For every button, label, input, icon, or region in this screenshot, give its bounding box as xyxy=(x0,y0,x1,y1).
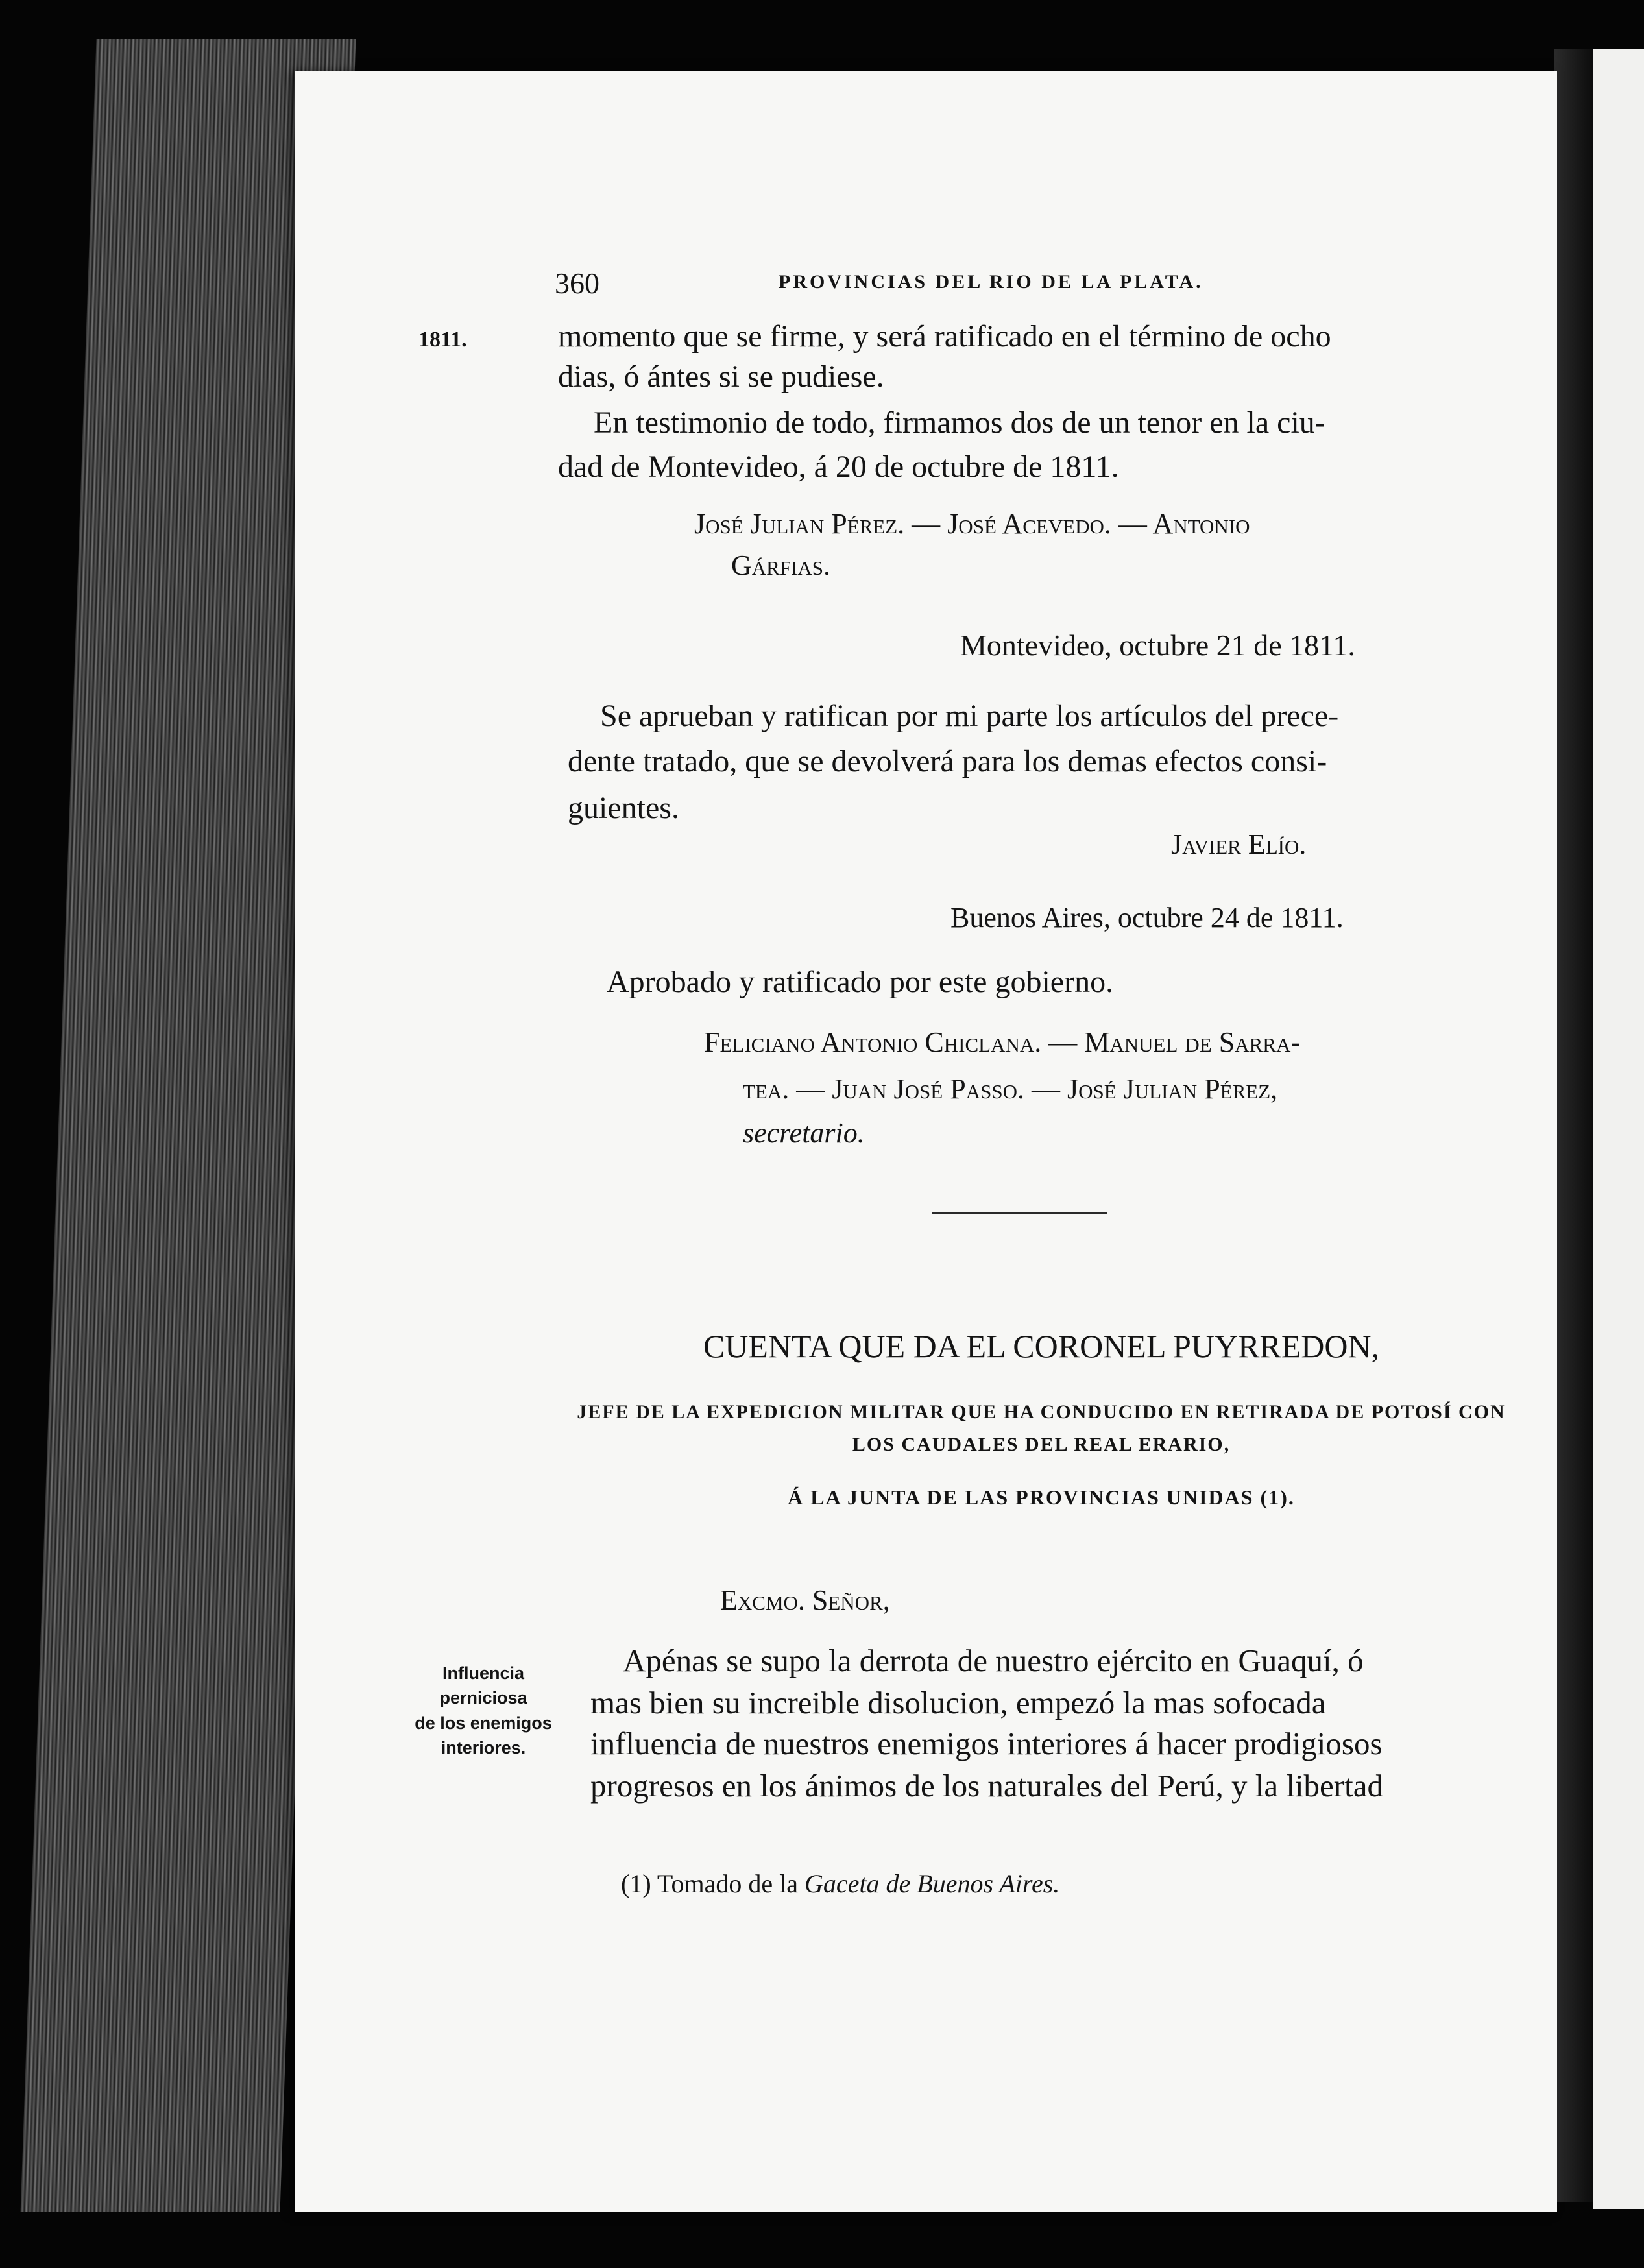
treaty-line-3: En testimonio de todo, firmamos dos de un tenor en la ciu- xyxy=(594,405,1325,440)
footnote-source: Gaceta de Buenos Aires. xyxy=(804,1869,1060,1898)
ratification-line-3: guientes. xyxy=(568,791,679,825)
signatures-1-line-2: Gárfias. xyxy=(731,549,831,581)
treaty-line-4: dad de Montevideo, á 20 de octubre de 1811. xyxy=(558,450,1119,484)
body-line-3: influencia de nuestros enemigos interiores á hacer prodigiosos xyxy=(590,1726,1383,1761)
signatures-2-line-3: secretario. xyxy=(743,1117,865,1149)
ratification-line-1: Se aprueban y ratifican por mi parte los artículos del prece- xyxy=(600,699,1339,733)
signer-elio: Javier Elío. xyxy=(1171,828,1307,860)
approval-text: Aprobado y ratificado por este gobierno. xyxy=(607,965,1114,999)
buenos-aires-date: Buenos Aires, octubre 24 de 1811. xyxy=(950,902,1344,934)
signatures-1-line-1: José Julian Pérez. — José Acevedo. — Antonio xyxy=(694,508,1250,540)
treaty-line-1: momento que se firme, y será ratificado en el término de ocho xyxy=(558,319,1331,354)
margin-year: 1811. xyxy=(418,328,467,352)
section-subtitle-3: Á LA JUNTA DE LAS PROVINCIAS UNIDAS (1). xyxy=(788,1486,1295,1509)
gutter-shadow xyxy=(1554,49,1593,2202)
footnote-prefix: (1) Tomado de la xyxy=(621,1869,799,1898)
montevideo-date: Montevideo, octubre 21 de 1811. xyxy=(960,629,1355,662)
section-subtitle-1: JEFE DE LA EXPEDICION MILITAR QUE HA CONDUCIDO EN RETIRADA DE POTOSÍ CON xyxy=(577,1401,1506,1423)
margin-note xyxy=(399,1661,568,1760)
treaty-line-2: dias, ó ántes si se pudiese. xyxy=(558,359,884,394)
body-line-4: progresos en los ánimos de los naturales del Perú, y la libertad xyxy=(590,1768,1383,1804)
running-head: PROVINCIAS DEL RIO DE LA PLATA. xyxy=(779,271,1203,293)
margin-note-line-2: perniciosa xyxy=(439,1688,527,1708)
section-divider xyxy=(932,1212,1107,1214)
footnote xyxy=(621,1868,1059,1899)
page-number: 360 xyxy=(555,267,599,300)
margin-note-line-3: de los enemigos xyxy=(415,1713,552,1733)
body-line-1: Apénas se supo la derrota de nuestro ejército en Guaquí, ó xyxy=(623,1643,1364,1678)
section-subtitle-2: LOS CAUDALES DEL REAL ERARIO, xyxy=(852,1434,1231,1455)
page-header xyxy=(555,266,1463,305)
margin-note-line-1: Influencia xyxy=(442,1663,525,1683)
salutation: Excmo. Señor, xyxy=(720,1584,890,1616)
body-line-2: mas bien su increible disolucion, empezó la mas sofocada xyxy=(590,1685,1326,1720)
facing-page-edge xyxy=(1593,49,1644,2209)
book-page xyxy=(295,71,1557,2212)
section-title: CUENTA QUE DA EL CORONEL PUYRREDON, xyxy=(703,1328,1380,1364)
margin-note-line-4: interiores. xyxy=(441,1737,526,1757)
signatures-2-line-2: tea. — Juan José Passo. — José Julian Pérez, xyxy=(743,1073,1278,1105)
signatures-2-line-1: Feliciano Antonio Chiclana. — Manuel de Sarra- xyxy=(704,1026,1300,1058)
ratification-line-2: dente tratado, que se devolverá para los demas efectos consi- xyxy=(568,744,1327,778)
